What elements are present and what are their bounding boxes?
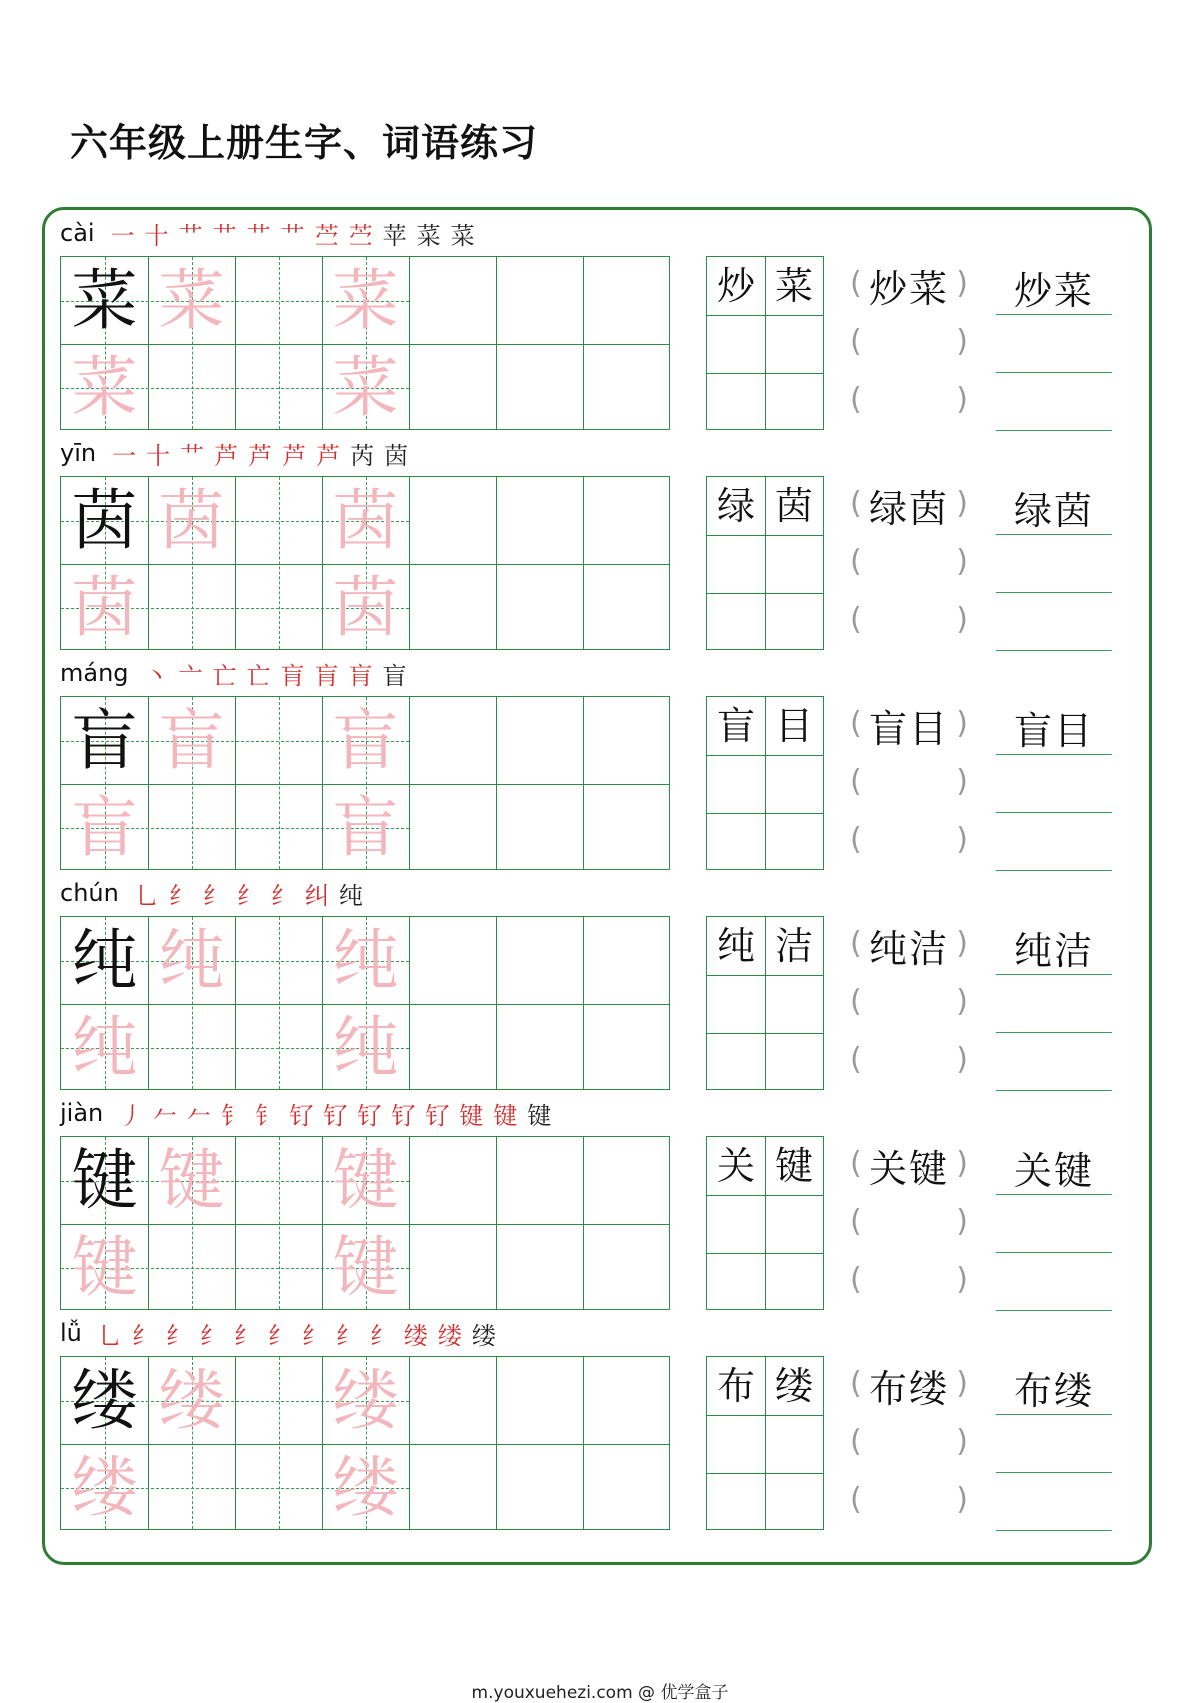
stroke-step: 纠	[304, 881, 329, 910]
stroke-step: 十	[144, 221, 169, 250]
trace-character: 键	[332, 1229, 399, 1306]
word-grid	[706, 1356, 824, 1530]
trace-character: 菜	[332, 349, 399, 426]
bracket-blank: ( )	[850, 1204, 968, 1239]
line-word: 关键	[1013, 1149, 1094, 1193]
bracket-blank: ( )	[850, 764, 968, 799]
bracket-blank: ( )	[850, 382, 968, 417]
row-header	[60, 435, 418, 471]
footer-source: m.youxuehezi.com @ 优学盒子	[471, 1683, 729, 1703]
stroke-step: 钌	[425, 1101, 450, 1130]
pinyin-label: chún	[60, 879, 119, 907]
trace-character: 盲	[158, 702, 225, 779]
stroke-step: 纯	[338, 881, 363, 910]
trace-character: 缕	[71, 1449, 138, 1526]
stroke-step: 丶	[144, 661, 169, 690]
trace-character: 纯	[158, 922, 225, 999]
row-header	[60, 875, 373, 911]
pinyin-label: máng	[60, 659, 129, 687]
stroke-step: 纟	[270, 881, 295, 910]
writing-line	[996, 314, 1112, 373]
stroke-step: 键	[493, 1101, 518, 1130]
stroke-step: 纟	[335, 1321, 360, 1350]
stroke-step: 艹	[280, 221, 305, 250]
bracket-blank: ( )	[850, 1424, 968, 1459]
model-character: 盲	[71, 702, 138, 779]
stroke-step: 钌	[391, 1101, 416, 1130]
word-character: 目	[774, 704, 813, 748]
word-character: 炒	[716, 264, 755, 308]
stroke-step: 纟	[199, 1321, 224, 1350]
stroke-step: 纟	[369, 1321, 394, 1350]
stroke-step: 芦	[282, 441, 307, 470]
stroke-step: 亡	[246, 661, 271, 690]
trace-character: 茵	[332, 482, 399, 559]
word-character: 布	[716, 1364, 755, 1408]
bracket-blank: ( )	[850, 544, 968, 579]
stroke-step: 一	[112, 441, 137, 470]
stroke-step: 亠	[178, 661, 203, 690]
writing-line	[996, 1252, 1112, 1311]
word-character: 绿	[716, 484, 755, 528]
stroke-step: 肓	[348, 661, 373, 690]
stroke-step: 键	[459, 1101, 484, 1130]
stroke-step: 纟	[267, 1321, 292, 1350]
trace-character: 菜	[332, 262, 399, 339]
trace-character: 缕	[332, 1449, 399, 1526]
line-word: 纯洁	[1013, 929, 1094, 973]
word-character: 洁	[774, 924, 813, 968]
bracket-word: 炒菜	[868, 267, 949, 311]
bracket-blank: ( )	[850, 602, 968, 637]
bracket-blank: ( ) 盲目	[850, 696, 968, 754]
model-character: 菜	[71, 262, 138, 339]
writing-line	[996, 1194, 1112, 1253]
trace-character: 茵	[332, 569, 399, 646]
stroke-step: 艹	[180, 441, 205, 470]
stroke-step: 纟	[233, 1321, 258, 1350]
practice-grid	[60, 256, 670, 430]
pinyin-label: jiàn	[60, 1099, 104, 1127]
bracket-word: 关键	[868, 1147, 949, 1191]
trace-character: 键	[158, 1142, 225, 1219]
stroke-step: 芦	[316, 441, 341, 470]
word-character: 关	[716, 1144, 755, 1188]
trace-character: 盲	[332, 789, 399, 866]
writing-line	[996, 476, 1112, 535]
stroke-step: 𠂉	[187, 1101, 212, 1130]
writing-line	[996, 1414, 1112, 1473]
word-character: 纯	[716, 924, 755, 968]
line-word: 炒菜	[1013, 269, 1094, 313]
writing-line	[996, 754, 1112, 813]
trace-character: 茵	[71, 569, 138, 646]
writing-line	[996, 696, 1112, 755]
line-word: 布缕	[1013, 1369, 1094, 1413]
stroke-step: 缕	[471, 1321, 496, 1350]
writing-line	[996, 812, 1112, 871]
line-word: 绿茵	[1013, 489, 1094, 533]
word-grid	[706, 476, 824, 650]
stroke-step: 纟	[301, 1321, 326, 1350]
stroke-step: 菜	[416, 221, 441, 250]
bracket-word: 布缕	[868, 1367, 949, 1411]
stroke-step: 缕	[403, 1321, 428, 1350]
model-character: 茵	[71, 482, 138, 559]
writing-line	[996, 1136, 1112, 1195]
stroke-step: 键	[527, 1101, 552, 1130]
practice-grid	[60, 1356, 670, 1530]
stroke-step: 纟	[236, 881, 261, 910]
stroke-step: 茵	[384, 441, 409, 470]
stroke-step: 盲	[382, 661, 407, 690]
model-character: 键	[71, 1142, 138, 1219]
word-character: 菜	[774, 264, 813, 308]
word-character: 盲	[716, 704, 755, 748]
trace-character: 菜	[158, 262, 225, 339]
word-character: 键	[774, 1144, 813, 1188]
stroke-step: 丿	[119, 1101, 144, 1130]
stroke-step: 苎	[348, 221, 373, 250]
page-title: 六年级上册生字、词语练习	[70, 121, 539, 165]
stroke-step: 十	[146, 441, 171, 470]
pinyin-label: lǚ	[60, 1319, 82, 1347]
bracket-blank: ( )	[850, 1262, 968, 1297]
practice-row	[0, 439, 1200, 663]
practice-row	[0, 1319, 1200, 1543]
pinyin-label: yīn	[60, 439, 97, 467]
writing-line	[996, 592, 1112, 651]
trace-character: 缕	[332, 1362, 399, 1439]
practice-row	[0, 1099, 1200, 1323]
practice-grid	[60, 476, 670, 650]
stroke-step: 苹	[382, 221, 407, 250]
word-grid	[706, 916, 824, 1090]
stroke-step: 钅	[255, 1101, 280, 1130]
trace-character: 纯	[332, 1009, 399, 1086]
writing-line	[996, 1032, 1112, 1091]
stroke-step: 肓	[280, 661, 305, 690]
trace-character: 盲	[71, 789, 138, 866]
line-word: 盲目	[1013, 709, 1094, 753]
pinyin-label: cài	[60, 219, 95, 247]
stroke-step: 纟	[131, 1321, 156, 1350]
trace-character: 纯	[71, 1009, 138, 1086]
writing-line	[996, 1356, 1112, 1415]
bracket-blank: ( )	[850, 1042, 968, 1077]
bracket-blank: ( )	[850, 822, 968, 857]
stroke-step: 乚	[134, 881, 159, 910]
bracket-blank: ( )	[850, 984, 968, 1019]
bracket-word: 纯洁	[868, 927, 949, 971]
trace-character: 纯	[332, 922, 399, 999]
bracket-blank: ( ) 布缕	[850, 1356, 968, 1414]
trace-character: 盲	[332, 702, 399, 779]
writing-line	[996, 256, 1112, 315]
practice-grid	[60, 916, 670, 1090]
word-grid	[706, 256, 824, 430]
stroke-step: 亡	[212, 661, 237, 690]
word-grid	[706, 696, 824, 870]
row-header	[60, 1095, 561, 1131]
stroke-step: 钅	[221, 1101, 246, 1130]
stroke-step: 芦	[214, 441, 239, 470]
stroke-step: 芦	[248, 441, 273, 470]
row-header	[60, 215, 485, 251]
practice-grid	[60, 696, 670, 870]
stroke-step: 苎	[314, 221, 339, 250]
bracket-blank: ( ) 关键	[850, 1136, 968, 1194]
stroke-step: 艹	[178, 221, 203, 250]
trace-character: 菜	[71, 349, 138, 426]
bracket-word: 盲目	[868, 707, 949, 751]
bracket-blank: ( )	[850, 1482, 968, 1517]
bracket-blank: ( )	[850, 324, 968, 359]
stroke-step: 乚	[97, 1321, 122, 1350]
stroke-step: 钌	[289, 1101, 314, 1130]
stroke-step: 纟	[168, 881, 193, 910]
stroke-step: 钌	[357, 1101, 382, 1130]
writing-line	[996, 372, 1112, 431]
trace-character: 键	[71, 1229, 138, 1306]
stroke-step: 艹	[212, 221, 237, 250]
model-character: 纯	[71, 922, 138, 999]
bracket-blank: ( ) 炒菜	[850, 256, 968, 314]
stroke-step: 钌	[323, 1101, 348, 1130]
bracket-blank: ( ) 绿茵	[850, 476, 968, 534]
word-character: 缕	[774, 1364, 813, 1408]
stroke-step: 𠂉	[153, 1101, 178, 1130]
practice-row	[0, 219, 1200, 443]
bracket-blank: ( ) 纯洁	[850, 916, 968, 974]
writing-line	[996, 916, 1112, 975]
practice-row	[0, 659, 1200, 883]
stroke-step: 纟	[165, 1321, 190, 1350]
stroke-step: 肓	[314, 661, 339, 690]
row-header	[60, 655, 417, 691]
practice-grid	[60, 1136, 670, 1310]
bracket-word: 绿茵	[868, 487, 949, 531]
stroke-step: 菜	[450, 221, 475, 250]
trace-character: 缕	[158, 1362, 225, 1439]
stroke-step: 缕	[437, 1321, 462, 1350]
writing-line	[996, 1472, 1112, 1531]
model-character: 缕	[71, 1362, 138, 1439]
word-character: 茵	[774, 484, 813, 528]
stroke-step: 芮	[350, 441, 375, 470]
row-header	[60, 1315, 506, 1351]
trace-character: 茵	[158, 482, 225, 559]
writing-line	[996, 974, 1112, 1033]
writing-line	[996, 534, 1112, 593]
stroke-step: 艹	[246, 221, 271, 250]
stroke-step: 一	[110, 221, 135, 250]
practice-row	[0, 879, 1200, 1103]
trace-character: 键	[332, 1142, 399, 1219]
word-grid	[706, 1136, 824, 1310]
stroke-step: 纟	[202, 881, 227, 910]
